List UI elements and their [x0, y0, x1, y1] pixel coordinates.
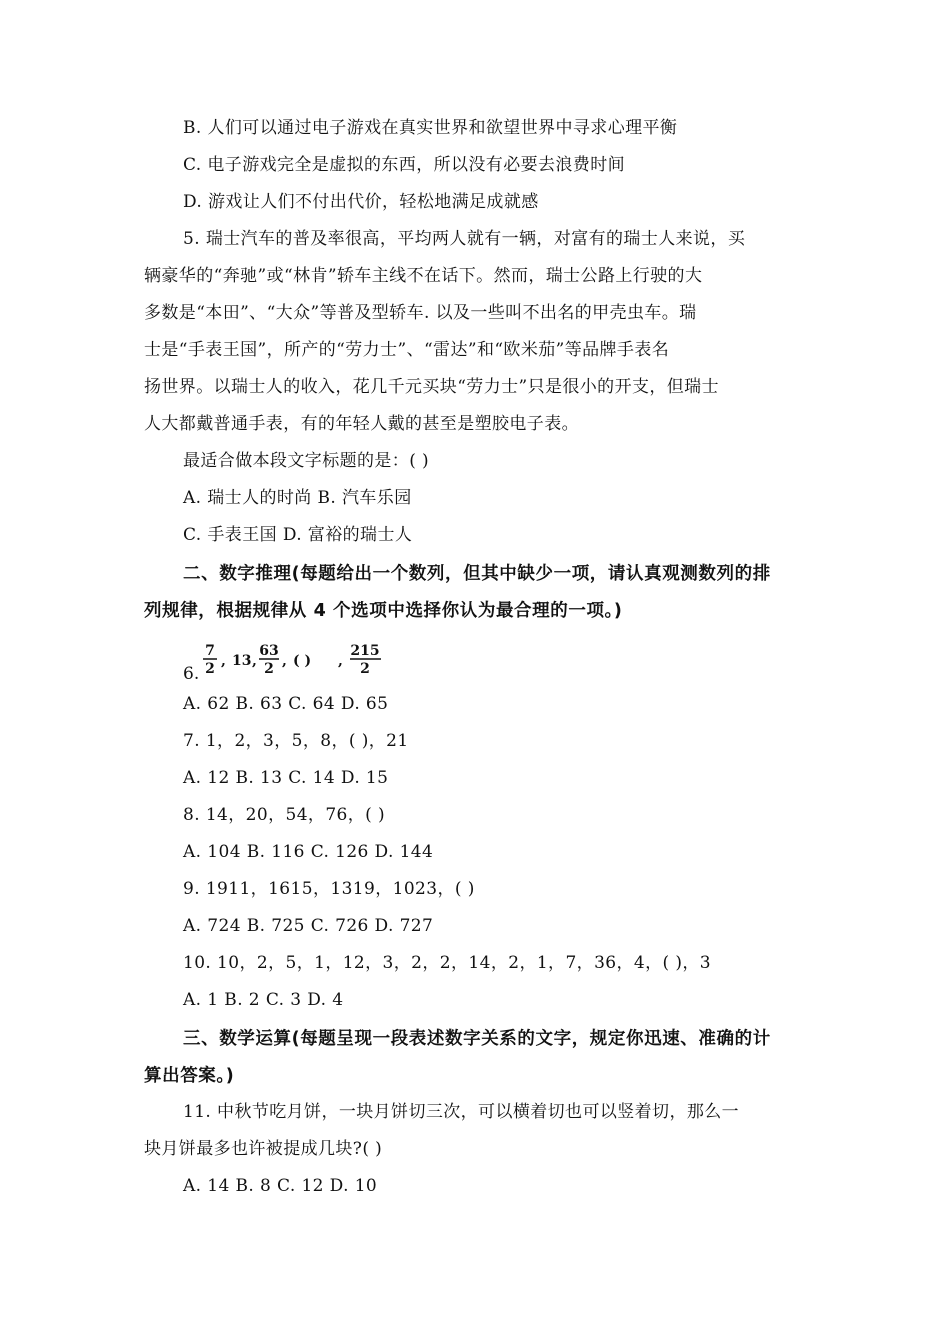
q4-option-c: C. 电子游戏完全是虚拟的东西，所以没有必要去浪费时间: [183, 155, 626, 175]
svg-text:,: ,: [338, 653, 344, 669]
q10-question: 10. 10，2，5，1，12，3，2，2，14，2，1，7，36，4，( )，3: [183, 953, 712, 973]
q6-frac5-den: 2: [360, 661, 371, 676]
section-heading-math-operations-cont: 算出答案。): [144, 1066, 235, 1086]
q5-passage-line: 辆豪华的“奔驰”或“林肯”轿车主线不在话下。然而，瑞士公路上行驶的大: [144, 266, 703, 286]
q5-passage-line: 多数是“本田”、“大众”等普及型轿车. 以及一些叫不出名的甲壳虫车。瑞: [144, 303, 697, 323]
svg-text:,: ,: [252, 653, 258, 669]
section-heading-number-reasoning: 二、数字推理(每题给出一个数列，但其中缺少一项，请认真观测数列的排: [183, 564, 771, 584]
q4-option-b: B. 人们可以通过电子游戏在真实世界和欲望世界中寻求心理平衡: [183, 118, 678, 138]
q5-prompt: 最适合做本段文字标题的是：( ): [183, 451, 430, 471]
q11-question: 11. 中秋节吃月饼，一块月饼切三次，可以横着切也可以竖着切，那么一: [183, 1102, 740, 1122]
q6-frac5-num: 215: [350, 643, 380, 659]
q5-options-cd: C. 手表王国 D. 富裕的瑞士人: [183, 525, 413, 545]
q5-options-ab: A. 瑞士人的时尚 B. 汽车乐园: [183, 488, 412, 508]
q6-blank: ( ): [293, 653, 312, 669]
q7-question: 7. 1，2，3，5，8，( )，21: [183, 731, 409, 751]
q6-frac1-den: 2: [205, 661, 216, 676]
q9-options: A. 724 B. 725 C. 726 D. 727: [183, 916, 434, 936]
q8-question: 8. 14，20，54，76，( ): [183, 805, 386, 825]
q6-term2: 13: [232, 653, 252, 669]
q11-options: A. 14 B. 8 C. 12 D. 10: [183, 1176, 378, 1196]
q6-frac3-num: 63: [259, 643, 279, 659]
q6-frac1-num: 7: [205, 643, 216, 659]
q6-frac3-den: 2: [264, 661, 275, 676]
q5-passage-line: 5. 瑞士汽车的普及率很高，平均两人就有一辆，对富有的瑞士人来说，买: [183, 229, 746, 249]
section-heading-math-operations: 三、数学运算(每题呈现一段表述数字关系的文字，规定你迅速、准确的计: [183, 1029, 771, 1049]
q5-passage-line: 人大都戴普通手表，有的年轻人戴的甚至是塑胶电子表。: [144, 414, 579, 434]
q11-question-cont: 块月饼最多也许被提成几块?( ): [144, 1139, 383, 1159]
q5-passage-line: 扬世界。以瑞士人的收入，花几千元买块“劳力士”只是很小的开支，但瑞士: [144, 377, 719, 397]
svg-text:,: ,: [221, 653, 227, 669]
svg-text:,: ,: [282, 653, 288, 669]
section-heading-number-reasoning-cont: 列规律，根据规律从 4 个选项中选择你认为最合理的一项。): [144, 601, 623, 621]
q6-options: A. 62 B. 63 C. 64 D. 65: [183, 694, 389, 714]
q8-options: A. 104 B. 116 C. 126 D. 144: [183, 842, 434, 862]
q4-option-d: D. 游戏让人们不付出代价，轻松地满足成就感: [183, 192, 539, 212]
q6-number: 6.: [183, 664, 200, 684]
q6-question: [183, 644, 391, 684]
q9-question: 9. 1911，1615，1319，1023，( ): [183, 879, 475, 899]
q5-passage-line: 士是“手表王国”，所产的“劳力士”、“雷达”和“欧米茄”等品牌手表名: [144, 340, 670, 360]
q7-options: A. 12 B. 13 C. 14 D. 15: [183, 768, 389, 788]
q10-options: A. 1 B. 2 C. 3 D. 4: [183, 990, 344, 1010]
q6-sequence-image: [201, 642, 391, 676]
